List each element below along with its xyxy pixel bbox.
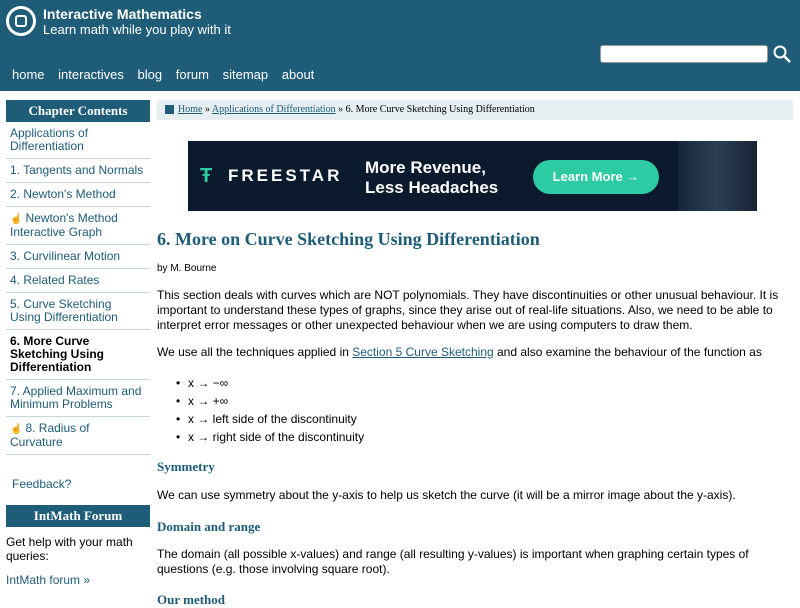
method-heading: Our method <box>157 592 226 607</box>
ad-learn-more-button[interactable]: Learn More → <box>533 160 659 194</box>
sidebar-item-label: Newton's Method Interactive Graph <box>10 211 118 239</box>
ad-banner[interactable] <box>188 141 757 211</box>
ad-brand: FREESTAR <box>228 166 343 185</box>
sidebar-item-label: 6. More Curve Sketching Using Differentiation <box>10 334 105 374</box>
breadcrumb-separator: » <box>204 104 210 115</box>
symmetry-heading: Symmetry <box>157 459 215 474</box>
main-nav <box>12 67 324 82</box>
search-input[interactable] <box>600 45 768 63</box>
breadcrumb <box>157 100 793 120</box>
nav-interactives[interactable]: interactives <box>58 67 124 82</box>
domain-paragraph: The domain (all possible x-values) and range (all resulting y-values) is important when graphing certain types of questions (e.g. those involving square root). <box>157 547 749 576</box>
nav-forum[interactable]: forum <box>175 67 209 82</box>
sidebar-item-5[interactable] <box>6 269 150 293</box>
sidebar-item-8[interactable] <box>6 380 150 417</box>
page-title: 6. More on Curve Sketching Using Differentiation <box>157 229 540 249</box>
section-5-link[interactable]: Section 5 Curve Sketching <box>352 345 494 359</box>
sidebar-item-label: 1. Tangents and Normals <box>10 163 144 177</box>
feedback-link[interactable]: Feedback? <box>12 477 72 491</box>
sidebar <box>6 100 150 587</box>
behaviour-list <box>188 374 364 446</box>
sidebar-item-label: 5. Curve Sketching Using Differentiation <box>10 297 118 324</box>
intro-paragraph: This section deals with curves which are NOT polynomials. They have discontinuities or other unusual behaviour. It is important to understand these types of graphs, since they arise out of real-life situations. Also, we need to be able to interpret error messages or other unexpected behaviour when we are using computers to draw them. <box>157 288 779 332</box>
techniques-text-end: and also examine the behaviour of the function as <box>493 345 762 359</box>
sidebar-item-4[interactable] <box>6 245 150 269</box>
nav-blog[interactable]: blog <box>137 67 163 82</box>
list-item: • x → left side of the discontinuity <box>188 410 364 428</box>
breadcrumb-parent[interactable]: Applications of Differentiation <box>211 104 336 115</box>
list-item: • x → right side of the discontinuity <box>188 428 364 446</box>
chapter-list <box>6 122 150 455</box>
list-item: • x → −∞ <box>188 374 364 392</box>
interactive-hand-icon: ☝ <box>10 424 23 435</box>
ad-headline-1: More Revenue, <box>365 158 486 177</box>
forum-text: Get help with your math queries: <box>6 535 133 563</box>
techniques-paragraph <box>157 345 793 360</box>
site-tagline: Learn math while you play with it <box>43 22 231 37</box>
techniques-text: We use all the techniques applied in <box>157 345 353 359</box>
sidebar-item-label: 3. Curvilinear Motion <box>10 249 121 263</box>
symmetry-paragraph: We can use symmetry about the y-axis to help us sketch the curve (it will be a mirror image about the y-axis). <box>157 488 736 502</box>
forum-link[interactable]: IntMath forum » <box>6 573 91 587</box>
byline: by M. Bourne <box>157 263 217 274</box>
sidebar-item-label: 4. Related Rates <box>10 273 100 287</box>
sidebar-item-label: 7. Applied Maximum and Minimum Problems <box>10 384 142 411</box>
nav-sitemap[interactable]: sitemap <box>222 67 269 82</box>
sidebar-item-7 <box>6 330 150 380</box>
site-title[interactable]: Interactive Mathematics <box>43 6 202 22</box>
breadcrumb-home[interactable]: Home <box>178 104 203 115</box>
nav-about[interactable]: about <box>281 67 315 82</box>
sidebar-item-3[interactable] <box>6 207 150 245</box>
ad-photo <box>678 141 757 211</box>
list-item: • x → +∞ <box>188 392 364 410</box>
ad-headline-2: Less Headaches <box>365 178 499 197</box>
breadcrumb-current: 6. More Curve Sketching Using Differentiation <box>345 104 535 115</box>
sidebar-item-0[interactable] <box>6 122 150 159</box>
nav-home[interactable]: home <box>12 67 45 82</box>
sidebar-item-label: Applications of Differentiation <box>10 126 89 153</box>
sidebar-item-9[interactable] <box>6 417 150 455</box>
interactive-hand-icon: ☝ <box>10 214 23 225</box>
sidebar-item-label: 8. Radius of Curvature <box>10 421 90 449</box>
search-icon[interactable] <box>772 44 792 64</box>
forum-heading: IntMath Forum <box>6 505 150 527</box>
domain-heading: Domain and range <box>157 519 261 534</box>
home-icon <box>165 105 174 114</box>
chapter-contents-heading: Chapter Contents <box>6 100 150 122</box>
logo-icon[interactable] <box>6 6 36 36</box>
site-header <box>0 0 800 91</box>
breadcrumb-separator: » <box>338 104 344 115</box>
sidebar-item-label: 2. Newton's Method <box>10 187 116 201</box>
freestar-logo-icon: Ŧ <box>200 165 213 187</box>
sidebar-item-1[interactable] <box>6 159 150 183</box>
main-content <box>157 100 793 607</box>
sidebar-item-2[interactable] <box>6 183 150 207</box>
sidebar-item-6[interactable] <box>6 293 150 330</box>
